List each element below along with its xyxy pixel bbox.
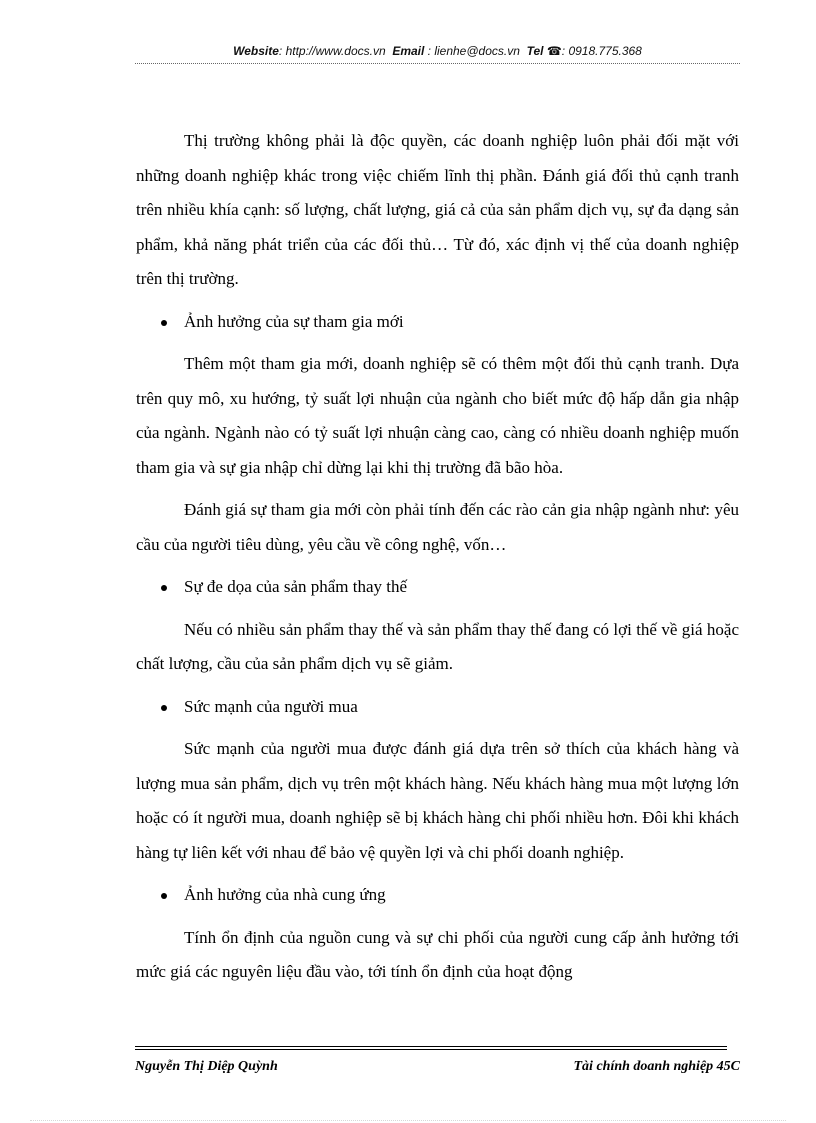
- tel-value: : 0918.775.368: [561, 44, 642, 58]
- bullet-dot-icon: [161, 585, 167, 591]
- paragraph-suppliers: Tính ổn định của nguồn cung và sự chi phối của người cung cấp ảnh hưởng tới mức giá các nguyên liệu đầu vào, tới tính ổn định của hoạt động: [136, 927, 739, 981]
- paragraph-substitutes: Nếu có nhiều sản phẩm thay thế và sản phẩm thay thế đang có lợi thế về giá hoặc chất lượng, cầu của sản phẩm dịch vụ sẽ giảm.: [136, 619, 739, 673]
- bullet-suppliers: [136, 878, 739, 913]
- bullet-dot-icon: [161, 705, 167, 711]
- telephone-icon: ☎: [546, 44, 562, 58]
- paragraph-competitors: Thị trường không phải là độc quyền, các doanh nghiệp luôn phải đối mặt với những doanh nghiệp khác trong việc chiếm lĩnh thị phần. Đánh giá đối thủ cạnh tranh trên nhiều khía cạnh: số lượng, chất lượng, giá cả của sản phẩm dịch vụ, sự đa dạng sản phẩm, khả năng phát triển của các đối thủ… Từ đó, xác định vị thế của doanh nghiệp trên thị trường.: [136, 131, 739, 288]
- email-label: Email: [392, 44, 425, 58]
- footer-divider-top: [135, 1046, 727, 1047]
- website-value: : http://www.docs.vn: [278, 44, 386, 58]
- bullet-label: Ảnh hưởng của sự tham gia mới: [184, 311, 404, 331]
- footer-course: Tài chính doanh nghiệp 45C: [573, 1059, 740, 1074]
- bullet-buyer-power: [136, 690, 739, 725]
- bullet-label: Ảnh hưởng của nhà cung ứng: [184, 885, 386, 904]
- paragraph-new-entrants: Thêm một tham gia mới, doanh nghiệp sẽ có thêm một đối thủ cạnh tranh. Dựa trên quy mô, xu hướng, tỷ suất lợi nhuận của ngành cho biết mức độ hấp dẫn gia nhập của ngành. Ngành nào có tỷ suất lợi nhuận càng cao, càng có nhiều doanh nghiệp muốn tham gia và sự gia nhập chỉ dừng lại khi thị trường đã bão hòa.: [136, 354, 739, 477]
- bullet-dot-icon: [161, 893, 167, 899]
- bullet-dot-icon: [161, 320, 167, 326]
- footer-divider-bottom: [135, 1049, 727, 1050]
- bullet-label: Sự đe dọa của sản phẩm thay thế: [184, 577, 408, 596]
- bullet-new-entrants: [136, 305, 739, 340]
- bullet-substitutes: [136, 570, 739, 605]
- document-body: [136, 124, 739, 998]
- page-bottom-border: [30, 1120, 786, 1121]
- email-value: : lienhe@docs.vn: [424, 44, 520, 58]
- page-header: [135, 44, 740, 58]
- header-divider: [135, 63, 740, 64]
- bullet-label: Sức mạnh của người mua: [184, 696, 358, 716]
- website-label: Website: [233, 44, 279, 58]
- paragraph-entry-barriers: Đánh giá sự tham gia mới còn phải tính đến các rào cản gia nhập ngành như: yêu cầu của người tiêu dùng, yêu cầu về công nghệ, vốn…: [136, 500, 739, 554]
- paragraph-buyer-power: Sức mạnh của người mua được đánh giá dựa trên sở thích của khách hàng và lượng mua sản phẩm, dịch vụ trên một khách hàng. Nếu khách hàng mua một lượng lớn hoặc có ít người mua, doanh nghiệp sẽ bị khách hàng chi phối nhiều hơn. Đôi khi khách hàng tự liên kết với nhau để bảo vệ quyền lợi và chi phối doanh nghiệp.: [136, 739, 739, 862]
- footer-author: Nguyễn Thị Diệp Quỳnh: [135, 1059, 278, 1074]
- tel-label: Tel: [526, 44, 544, 58]
